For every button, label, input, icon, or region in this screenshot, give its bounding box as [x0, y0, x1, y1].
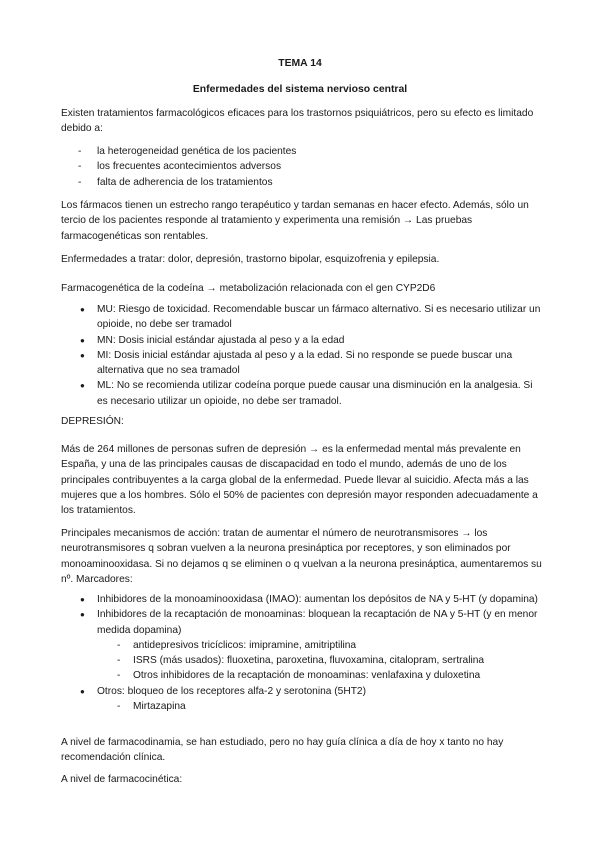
sub-list-item: - antidepresivos tricíclicos: imipramine, amitriptilina: [97, 638, 543, 653]
sub-list: [97, 638, 543, 684]
farmacocinetica-paragraph: A nivel de farmacocinética:: [61, 774, 183, 785]
sub-list-item: - Otros inhibidores de la recaptación de monoaminas: venlafaxina y duloxetina: [97, 668, 543, 683]
list-item: ● MN: Dosis inicial estándar ajustada al peso y a la edad: [61, 333, 543, 348]
intro-paragraph: Existen tratamientos farmacológicos eficaces para los trastornos psiquiátricos, pero su efecto es limitado debido a:: [61, 108, 534, 135]
codeine-list: [61, 302, 543, 409]
list-item: - falta de adherencia de los tratamientos: [61, 175, 543, 190]
list-item: [61, 684, 543, 715]
list-item: ● MI: Dosis inicial estándar ajustada al peso y a la edad. Si no responde se puede buscar una alternativa que no sea tramadol: [61, 348, 543, 379]
list-item: ● MU: Riesgo de toxicidad. Recomendable buscar un fármaco alternativo. Si es necesario utilizar un opioide, no debe ser tramadol: [61, 302, 543, 333]
sub-list-item: - Mirtazapina: [97, 699, 543, 714]
markers-list: [61, 592, 543, 714]
list-item: ● ML: No se recomienda utilizar codeína porque puede causar una disminución en la analgesia. Si es necesario utilizar un opioide, no debe ser tramadol.: [61, 378, 543, 409]
marker-text: Inhibidores de la recaptación de monoaminas: bloquean la recaptación de NA y 5-HT (y en menor medida dopamina): [97, 609, 538, 636]
list-item: - los frecuentes acontecimientos adversos: [61, 159, 543, 174]
diseases-paragraph: Enfermedades a tratar: dolor, depresión, trastorno bipolar, esquizofrenia y epilepsia.: [61, 254, 440, 265]
page-title: TEMA 14: [278, 58, 322, 69]
depresion-heading: DEPRESIÓN:: [61, 416, 124, 427]
depresion-paragraph: Más de 264 millones de personas sufren de depresión → es la enfermedad mental más prevalente en España, y una de las principales causas de discapacidad en todo el mundo, además de uno de los principales contribuyentes a la carga global de la enfermedad. Puede llevar al suicidio. Afecta más a las mujeres que a los hombres. Sólo el 50% de pacientes con depresión mayor responden adecuadamente a los tratamientos.: [61, 444, 538, 517]
range-paragraph: Los fármacos tienen un estrecho rango terapéutico y tardan semanas en hacer efecto. Además, sólo un tercio de los pacientes responde al tratamiento y experimenta una remisión → Las pruebas farmacogenéticas son rentables.: [61, 200, 529, 242]
farmacodinamia-paragraph: A nivel de farmacodinamia, se han estudiado, pero no hay guía clínica a día de hoy x tanto no hay recomendación clínica.: [61, 737, 504, 764]
intro-list: [61, 144, 543, 190]
marker-text: Inhibidores de la monoaminooxidasa (IMAO): aumentan los depósitos de NA y 5-HT (y dopamina): [97, 594, 538, 605]
list-item: - la heterogeneidad genética de los pacientes: [61, 144, 543, 159]
sub-list: [97, 699, 543, 714]
marker-text: Otros: bloqueo de los receptores alfa-2 y serotonina (5HT2): [97, 685, 366, 697]
mecanismos-paragraph: Principales mecanismos de acción: tratan de aumentar el número de neurotransmisores → los neurotransmisores q sobran vuelven a la neurona presináptica por receptores, y son eliminados por monoaminooxidasa. Si no dejamos q se eliminen o q vuelvan a la neurona presináptica, aumentaremos su nº. Marcadores:: [61, 528, 542, 585]
sub-list-item: - ISRS (más usados): fluoxetina, paroxetina, fluvoxamina, citalopram, sertralina: [97, 653, 543, 668]
page-subtitle: Enfermedades del sistema nervioso central: [192, 84, 408, 95]
list-item: [61, 607, 543, 683]
codeine-paragraph: Farmacogenética de la codeína → metabolización relacionada con el gen CYP2D6: [61, 283, 436, 294]
list-item: [61, 592, 543, 607]
